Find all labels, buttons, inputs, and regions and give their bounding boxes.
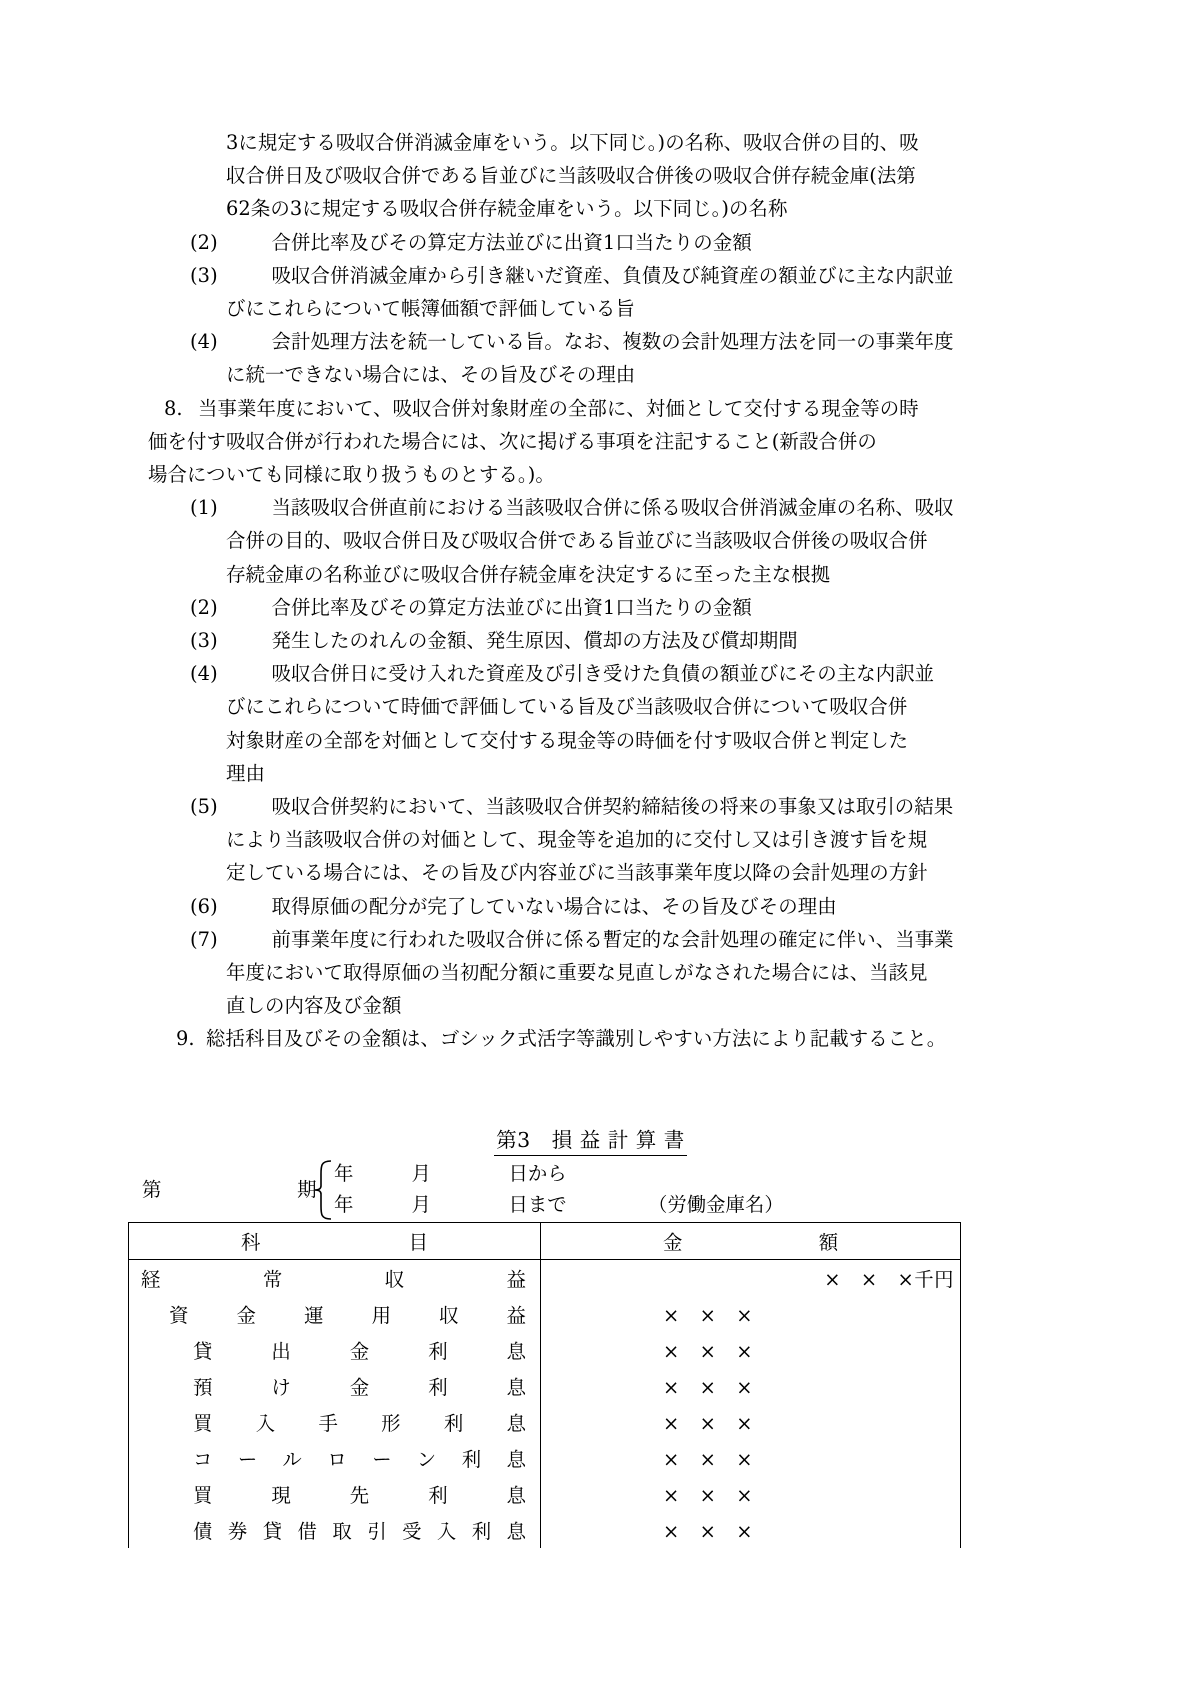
- clause-line: [128, 690, 1058, 723]
- clause-text: 対象財産の全部を対価として交付する現金等の時価を付す吸収合併と判定した: [226, 728, 909, 752]
- table-row: [129, 1260, 961, 1297]
- account-item-cell: [129, 1368, 541, 1404]
- clause-marker: (2): [190, 230, 218, 254]
- clause-line: [128, 491, 1058, 524]
- clause-text: 合併比率及びその算定方法並びに出資1口当たりの金額: [252, 230, 752, 254]
- clause-text: 収合併日及び吸収合併である旨並びに当該吸収合併後の吸収合併存続金庫(法第: [226, 164, 916, 188]
- amount-value: × × ×: [663, 1376, 754, 1399]
- clause-marker: (3): [190, 629, 218, 653]
- amount-value: × × ×: [663, 1484, 754, 1507]
- clause-text: 存続金庫の名称並びに吸収合併存続金庫を決定するに至った主な根拠: [226, 562, 831, 586]
- clause-text: 吸収合併契約において、当該吸収合併契約締結後の将来の事象又は取引の結果: [252, 795, 954, 819]
- clause-marker: 9.: [176, 1027, 195, 1051]
- statement-title: [0, 1126, 1181, 1156]
- amount-cell: [541, 1260, 961, 1297]
- clause-line: [128, 458, 1058, 491]
- clause-text: 発生したのれんの金額、発生原因、償却の方法及び償却期間: [252, 629, 798, 653]
- account-item-cell: [129, 1440, 541, 1476]
- period-date-from: 年 月 日から: [334, 1162, 567, 1185]
- account-item-label: 貸出金利息: [193, 1340, 526, 1363]
- clause-line: [128, 624, 1058, 657]
- clause-text: 当該吸収合併直前における当該吸収合併に係る吸収合併消滅金庫の名称、吸収: [252, 496, 954, 520]
- clause-marker: (4): [190, 330, 218, 354]
- period-date-to: 年 月 日まで: [334, 1193, 567, 1216]
- clause-list: [128, 126, 1058, 1056]
- profit-loss-table: [128, 1222, 961, 1548]
- clause-line: [128, 823, 1058, 856]
- table-head: [129, 1223, 961, 1260]
- clause-line: [128, 956, 1058, 989]
- table-row: [129, 1476, 961, 1512]
- clause-text: 合併の目的、吸収合併日及び吸収合併である旨並びに当該吸収合併後の吸収合併: [226, 529, 928, 553]
- clause-marker: 8.: [164, 396, 183, 420]
- clause-line: [128, 923, 1058, 956]
- amount-value: × × ×: [663, 1412, 754, 1435]
- account-item-label: 債券貸借取引受入利息: [193, 1520, 526, 1543]
- account-item-label: 買現先利息: [193, 1484, 526, 1507]
- statement-title-text: 第3 損 益 計 算 書: [494, 1126, 687, 1156]
- table-row: [129, 1440, 961, 1476]
- amount-cell: [541, 1440, 961, 1476]
- clause-line: [128, 159, 1058, 192]
- clause-text: 場合についても同様に取り扱うものとする。)。: [148, 463, 555, 487]
- clause-marker: (6): [190, 894, 218, 918]
- clause-marker: (7): [190, 927, 218, 951]
- clause-line: [128, 425, 1058, 458]
- column-header-item: [129, 1223, 541, 1260]
- account-item-label: 買入手形利息: [193, 1412, 526, 1435]
- column-header-item-label: 科 目: [241, 1231, 428, 1254]
- clause-line: [128, 126, 1058, 159]
- clause-marker: (4): [190, 662, 218, 686]
- table-header-row: [129, 1223, 961, 1260]
- clause-line: [128, 657, 1058, 690]
- clause-line: [128, 524, 1058, 557]
- column-header-amount: [541, 1223, 961, 1260]
- clause-line: [128, 724, 1058, 757]
- clause-text: びにこれらについて時価で評価している旨及び当該吸収合併について吸収合併: [226, 695, 908, 719]
- clause-text: 価を付す吸収合併が行われた場合には、次に掲げる事項を注記すること(新設合併の: [148, 429, 877, 453]
- clause-line: [128, 757, 1058, 790]
- clause-text: 吸収合併日に受け入れた資産及び引き受けた負債の額並びにその主な内訳並: [252, 662, 935, 686]
- clause-line: [128, 790, 1058, 823]
- period-label: 第 期: [142, 1178, 317, 1201]
- column-header-amount-label: 金額: [663, 1231, 838, 1254]
- table-body: [129, 1260, 961, 1549]
- clause-text: 総括科目及びその金額は、ゴシック式活字等識別しやすい方法により記載すること。: [206, 1027, 947, 1051]
- table-row: [129, 1404, 961, 1440]
- clause-line: [128, 259, 1058, 292]
- amount-value: × × ×: [663, 1304, 754, 1327]
- clause-line: [128, 226, 1058, 259]
- amount-cell: [541, 1368, 961, 1404]
- account-item-cell: [129, 1332, 541, 1368]
- clause-line: [128, 292, 1058, 325]
- table-row: [129, 1332, 961, 1368]
- clause-text: 62条の3に規定する吸収合併存続金庫をいう。以下同じ。)の名称: [226, 197, 788, 221]
- period-header: [128, 1158, 960, 1222]
- clause-text: 直しの内容及び金額: [226, 994, 402, 1018]
- account-item-cell: [129, 1512, 541, 1548]
- table-row: [129, 1296, 961, 1332]
- clause-line: [128, 325, 1058, 358]
- clause-line: [128, 591, 1058, 624]
- clause-text: 合併比率及びその算定方法並びに出資1口当たりの金額: [252, 595, 752, 619]
- clause-text: 年度において取得原価の当初配分額に重要な見直しがなされた場合には、当該見: [226, 961, 928, 985]
- clause-marker: (5): [190, 795, 218, 819]
- amount-value-total: × × ×千円: [824, 1268, 954, 1291]
- table-row: [129, 1368, 961, 1404]
- clause-text: 理由: [226, 761, 265, 785]
- account-item-cell: [129, 1296, 541, 1332]
- account-item-cell: [129, 1260, 541, 1297]
- clause-text: 吸収合併消滅金庫から引き継いだ資産、負債及び純資産の額並びに主な内訳並: [252, 263, 954, 287]
- clause-text: 当事業年度において、吸収合併対象財産の全部に、対価として交付する現金等の時: [198, 396, 919, 420]
- clause-text: 会計処理方法を統一している旨。なお、複数の会計処理方法を同一の事業年度: [252, 330, 954, 354]
- clause-text: 定している場合には、その旨及び内容並びに当該事業年度以降の会計処理の方針: [226, 861, 928, 885]
- account-item-label: 資金運用収益: [169, 1304, 526, 1327]
- clause-text: に統一できない場合には、その旨及びその理由: [226, 363, 636, 387]
- clause-line: [128, 558, 1058, 591]
- clause-line: [128, 358, 1058, 391]
- clause-text: 3に規定する吸収合併消滅金庫をいう。以下同じ。)の名称、吸収合併の目的、吸: [226, 131, 919, 154]
- clause-marker: (2): [190, 595, 218, 619]
- account-item-cell: [129, 1404, 541, 1440]
- amount-value: × × ×: [663, 1340, 754, 1363]
- clause-line: [128, 192, 1058, 225]
- account-item-label: コールローン利息: [193, 1448, 526, 1471]
- clause-line: [128, 890, 1058, 923]
- clause-text: 取得原価の配分が完了していない場合には、その旨及びその理由: [252, 894, 837, 918]
- account-item-label: 経常収益: [141, 1268, 526, 1291]
- amount-cell: [541, 1404, 961, 1440]
- clause-marker: (3): [190, 263, 218, 287]
- amount-cell: [541, 1512, 961, 1548]
- clause-line: [128, 1022, 1058, 1055]
- amount-value: × × ×: [663, 1448, 754, 1471]
- clause-line: [128, 856, 1058, 889]
- account-item-cell: [129, 1476, 541, 1512]
- amount-cell: [541, 1332, 961, 1368]
- institution-name: （労働金庫名）: [648, 1193, 784, 1216]
- clause-marker: (1): [190, 496, 218, 520]
- amount-cell: [541, 1296, 961, 1332]
- amount-value: × × ×: [663, 1520, 754, 1543]
- clause-text: 前事業年度に行われた吸収合併に係る暫定的な会計処理の確定に伴い、当事業: [252, 927, 954, 951]
- table-row: [129, 1512, 961, 1548]
- clause-line: [128, 989, 1058, 1022]
- amount-cell: [541, 1476, 961, 1512]
- clause-line: [128, 392, 1058, 425]
- clause-text: びにこれらについて帳簿価額で評価している旨: [226, 297, 635, 321]
- period-dates: [334, 1158, 567, 1220]
- clause-text: により当該吸収合併の対価として、現金等を追加的に交付し又は引き渡す旨を規: [226, 828, 928, 852]
- account-item-label: 預け金利息: [193, 1376, 526, 1399]
